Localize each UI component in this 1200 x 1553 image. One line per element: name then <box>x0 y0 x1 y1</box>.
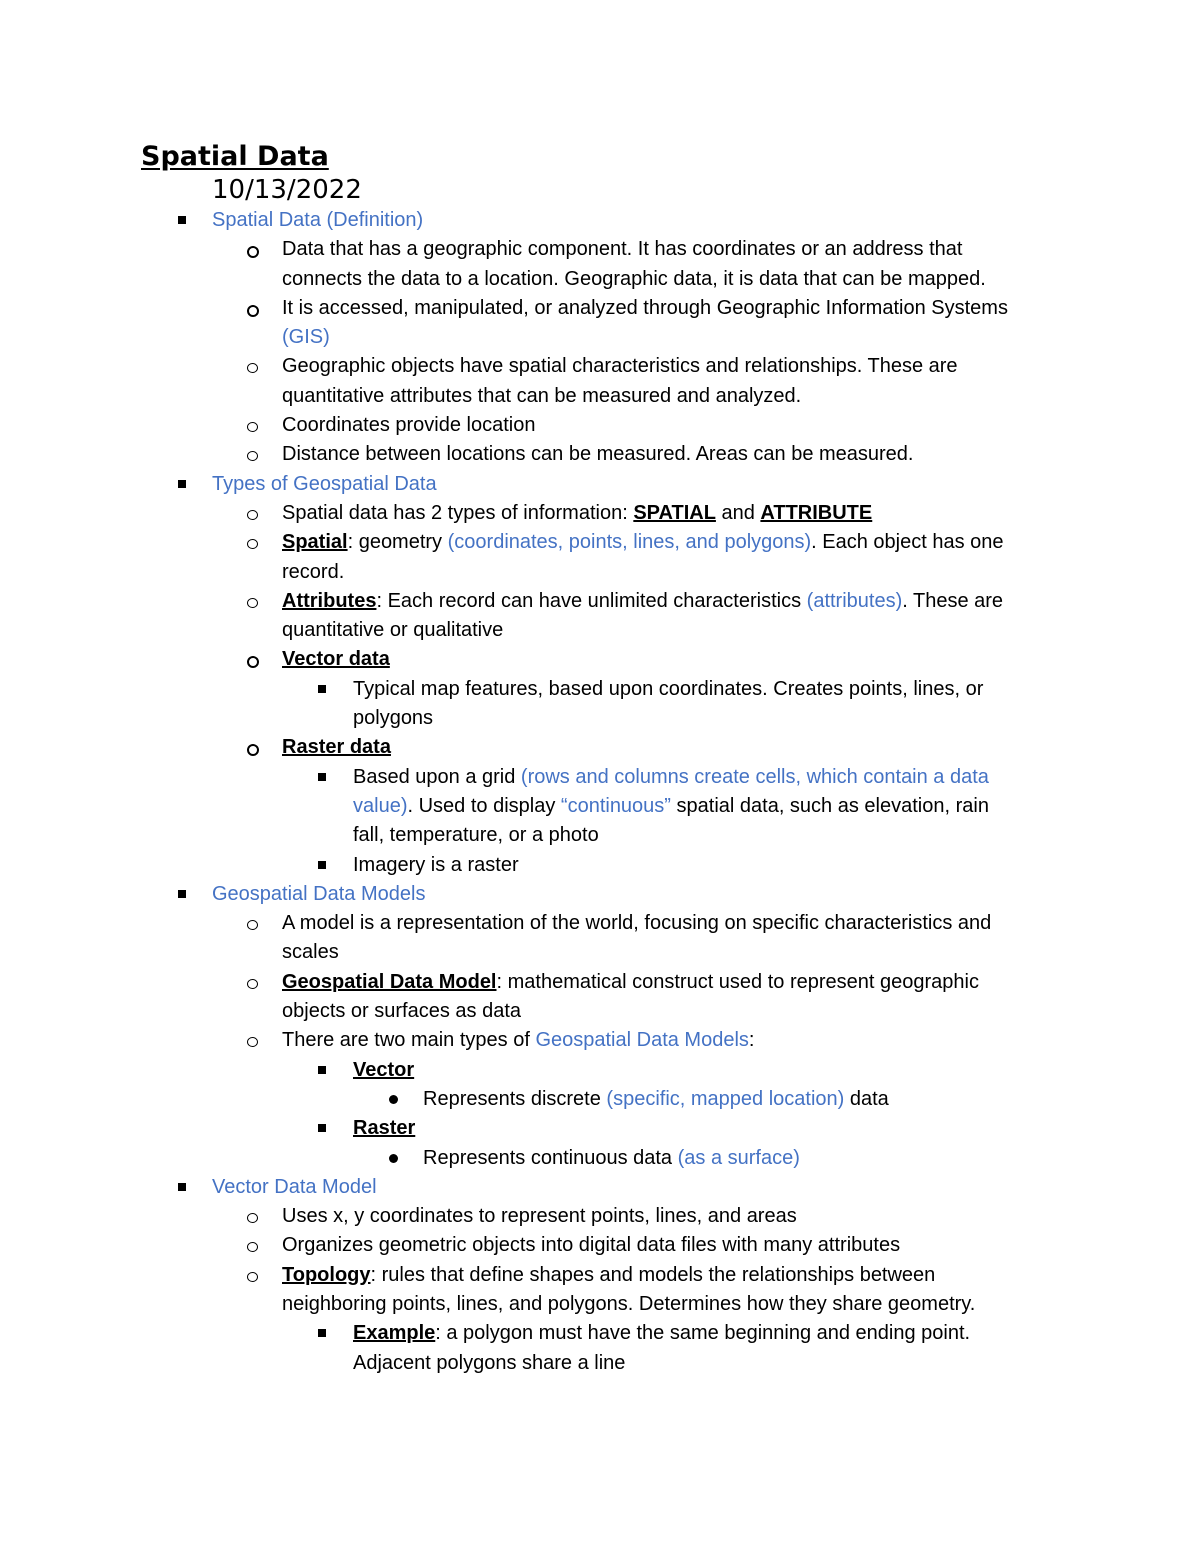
underlined-term: Example <box>353 1322 436 1345</box>
sub-list-item-continuation <box>0 1349 1200 1378</box>
list-item <box>0 411 1200 440</box>
list-item <box>0 1202 1200 1231</box>
sub-list-item <box>0 763 1200 792</box>
list-item-continuation <box>0 558 1200 587</box>
sub-sub-list-item <box>0 1144 1200 1173</box>
list-item-text: : mathematical construct used to represent geographic <box>496 970 979 993</box>
list-item-text: objects or surfaces as data <box>282 1000 522 1023</box>
sub-sub-list-item <box>0 1085 1200 1114</box>
list-item-text: Distance between locations can be measured. Areas can be measured. <box>282 443 914 466</box>
list-item <box>0 1026 1200 1055</box>
list-item-text: Organizes geometric objects into digital data files with many attributes <box>282 1234 901 1257</box>
section-heading-types-of-geospatial-data <box>0 470 1200 499</box>
section-heading-text: Spatial Data (Definition) <box>212 209 424 231</box>
section-heading-text: Geospatial Data Models <box>212 882 426 905</box>
list-item-text: scales <box>282 941 339 964</box>
list-item <box>0 587 1200 616</box>
list-item-text: There are two main types of <box>282 1029 536 1052</box>
sub-list-item-continuation <box>0 704 1200 733</box>
list-item <box>0 440 1200 469</box>
list-item-text: A model is a representation of the world, focusing on specific characteristics and <box>282 912 992 935</box>
list-item <box>0 909 1200 938</box>
section-heading-vector-data-model <box>0 1173 1200 1202</box>
list-item-text: Represents continuous data <box>423 1146 678 1169</box>
list-item-text: Geographic objects have spatial characteristics and relationships. These are <box>282 355 958 378</box>
list-item-text: spatial data, such as elevation, rain <box>670 794 989 817</box>
list-item-text: It is accessed, manipulated, or analyzed through Geographic Information Systems <box>282 296 1008 319</box>
blue-note: (coordinates, points, lines, and polygons) <box>447 531 812 554</box>
list-item-text: : rules that define shapes and models the relationships between <box>370 1263 936 1286</box>
sub-list-item-continuation <box>0 821 1200 850</box>
list-item-text: Uses x, y coordinates to represent points, lines, and areas <box>282 1205 797 1228</box>
list-item <box>0 528 1200 557</box>
list-item <box>0 968 1200 997</box>
list-item-text: : a polygon must have the same beginning and ending point. <box>435 1322 971 1345</box>
list-item-text: Data that has a geographic component. It has coordinates or an address that <box>282 238 963 261</box>
list-item-text: polygons <box>353 707 434 730</box>
underlined-term: Vector data <box>282 648 390 671</box>
document-date: 10/13/2022 <box>212 175 362 205</box>
sub-list-item-continuation <box>0 792 1200 821</box>
notes-body <box>0 206 1200 1378</box>
section-heading-geospatial-data-models <box>0 880 1200 909</box>
sub-list-item <box>0 1319 1200 1348</box>
blue-note: value) <box>353 794 408 817</box>
list-item-continuation <box>0 265 1200 294</box>
list-item-continuation <box>0 938 1200 967</box>
blue-note: (attributes) <box>806 589 903 612</box>
list-item-continuation <box>0 997 1200 1026</box>
list-item-continuation <box>0 1290 1200 1319</box>
sub-list-item <box>0 1056 1200 1085</box>
list-item-text: : Each record can have unlimited characteristics <box>376 589 807 612</box>
list-item <box>0 733 1200 762</box>
list-item-text: Imagery is a raster <box>353 853 519 876</box>
underlined-term: Spatial <box>282 531 348 554</box>
list-item-text: . Used to display <box>407 794 561 817</box>
underlined-term: Attributes <box>282 589 377 612</box>
list-item-continuation <box>0 323 1200 352</box>
underlined-term: Vector <box>353 1058 415 1081</box>
section-heading-text: Vector Data Model <box>212 1175 377 1198</box>
list-item <box>0 294 1200 323</box>
list-item-text: Adjacent polygons share a line <box>353 1351 626 1374</box>
list-item-text: Based upon a grid <box>353 765 521 788</box>
list-item-text: neighboring points, lines, and polygons. Determines how they share geometry. <box>282 1292 976 1315</box>
sub-list-item <box>0 851 1200 880</box>
underlined-term: Topology <box>282 1263 371 1286</box>
underlined-term: Raster data <box>282 736 391 759</box>
sub-list-item <box>0 675 1200 704</box>
underlined-term: SPATIAL <box>633 501 716 524</box>
blue-note: “continuous” <box>560 794 671 817</box>
section-heading-text: Types of Geospatial Data <box>212 472 437 495</box>
list-item-text: Represents discrete <box>423 1087 607 1110</box>
underlined-term: Raster <box>353 1117 416 1140</box>
list-item <box>0 645 1200 674</box>
sub-list-item <box>0 1114 1200 1143</box>
blue-note: (as a surface) <box>677 1146 800 1169</box>
list-item-text: Coordinates provide location <box>282 414 536 437</box>
list-item <box>0 235 1200 264</box>
section-heading-spatial-data-definition <box>0 206 1200 235</box>
list-item-text: quantitative attributes that can be measured and analyzed. <box>282 384 802 407</box>
list-item-text: . Each object has one <box>811 531 1004 554</box>
list-item-text: record. <box>282 560 345 583</box>
list-item-text: (GIS) <box>282 326 330 349</box>
blue-note: Geospatial Data Models <box>535 1029 749 1052</box>
list-item-text: fall, temperature, or a photo <box>353 824 599 847</box>
list-item-text: : geometry <box>347 531 448 554</box>
blue-note: (specific, mapped location) <box>606 1087 845 1110</box>
blue-note: (rows and columns create cells, which contain a data <box>520 765 989 788</box>
list-item <box>0 1231 1200 1260</box>
list-item-text: connects the data to a location. Geographic data, it is data that can be mapped. <box>282 267 986 290</box>
list-item-text: Typical map features, based upon coordinates. Creates points, lines, or <box>353 677 984 700</box>
list-item-continuation <box>0 382 1200 411</box>
list-item-continuation <box>0 616 1200 645</box>
underlined-term: Geospatial Data Model <box>282 970 497 993</box>
underlined-term: ATTRIBUTE <box>760 501 873 524</box>
list-item <box>0 1261 1200 1290</box>
list-item-text: data <box>844 1087 889 1110</box>
list-item <box>0 352 1200 381</box>
list-item-text: Spatial data has 2 types of information: <box>282 501 634 524</box>
list-item-text: and <box>715 501 761 524</box>
page-title: Spatial Data <box>141 141 329 172</box>
list-item-text: : <box>748 1029 755 1052</box>
list-item-text: . These are <box>902 589 1004 612</box>
list-item-text: quantitative or qualitative <box>282 619 504 642</box>
list-item <box>0 499 1200 528</box>
